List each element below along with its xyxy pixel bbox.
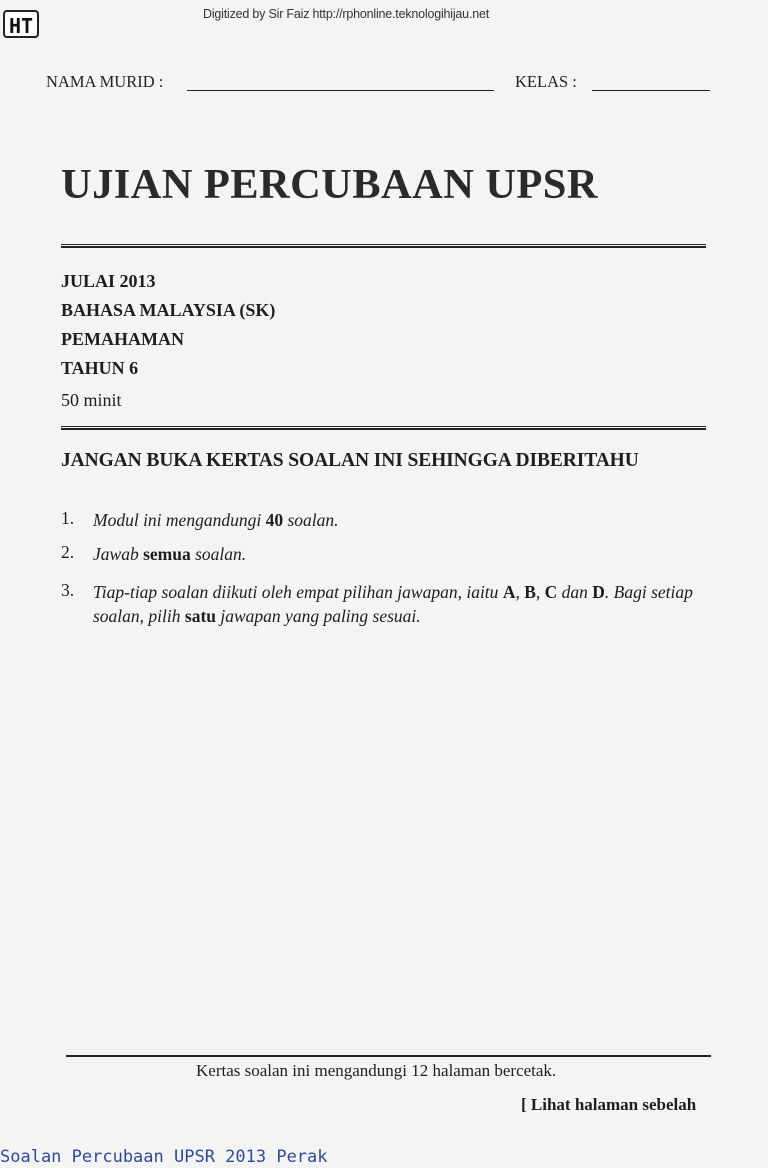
instruction-number: 1. <box>61 508 75 528</box>
instruction-bold: satu <box>184 606 217 626</box>
exam-date: JULAI 2013 <box>61 271 156 291</box>
instruction-text-part: , <box>535 582 545 602</box>
kelas-label: KELAS : <box>515 72 577 91</box>
nama-murid-label: NAMA MURID : <box>46 72 164 91</box>
instruction-text-part: . Bagi setiap soalan, pilih <box>93 582 693 626</box>
document-caption[interactable]: Soalan Percubaan UPSR 2013 Perak <box>0 1147 328 1167</box>
instruction-text-part: , <box>515 582 525 602</box>
instruction-text-part: soalan. <box>190 544 247 564</box>
instruction-text <box>93 542 718 566</box>
exam-year: TAHUN 6 <box>61 358 139 378</box>
instruction-1 <box>61 508 721 532</box>
exam-paper: PEMAHAMAN <box>61 329 184 349</box>
instruction-3 <box>61 580 721 630</box>
divider-top <box>61 244 706 248</box>
instruction-text-part: Tiap-tiap soalan diikuti oleh empat pilihan jawapan, iaitu <box>93 582 503 602</box>
instruction-text-part: Modul ini mengandungi <box>93 510 266 530</box>
exam-subject: BAHASA MALAYSIA (SK) <box>61 300 276 320</box>
instruction-bold: semua <box>143 544 191 564</box>
option-letter: C <box>544 582 558 602</box>
instruction-text <box>93 508 718 532</box>
instruction-text-part: soalan. <box>283 510 339 530</box>
digitized-by-text: Digitized by Sir Faiz http://rphonline.teknologihijau.net <box>203 7 489 21</box>
instruction-number: 2. <box>61 542 75 562</box>
footer-divider <box>66 1055 711 1057</box>
instruction-text-part: jawapan yang paling sesuai. <box>216 606 421 626</box>
instruction-2 <box>61 542 721 566</box>
page-count-note: Kertas soalan ini mengandungi 12 halaman bercetak. <box>196 1061 557 1080</box>
next-page-note: [ Lihat halaman sebelah <box>521 1095 697 1114</box>
instruction-number: 3. <box>61 580 75 600</box>
nama-murid-line[interactable] <box>187 90 494 91</box>
warning-heading: JANGAN BUKA KERTAS SOALAN INI SEHINGGA DIBERITAHU <box>61 450 639 471</box>
option-letter: A <box>502 582 516 602</box>
instruction-text-part: dan <box>557 582 593 602</box>
exam-duration: 50 minit <box>61 390 122 410</box>
option-letter: D <box>592 582 605 602</box>
divider-middle <box>61 426 706 430</box>
instruction-bold: 40 <box>265 510 284 530</box>
page-title: UJIAN PERCUBAAN UPSR <box>61 161 598 208</box>
option-letter: B <box>524 582 536 602</box>
kelas-line[interactable] <box>592 90 710 91</box>
ht-logo: HT <box>3 10 39 38</box>
instruction-text-part: Jawab <box>93 544 144 564</box>
instruction-text <box>93 580 718 628</box>
